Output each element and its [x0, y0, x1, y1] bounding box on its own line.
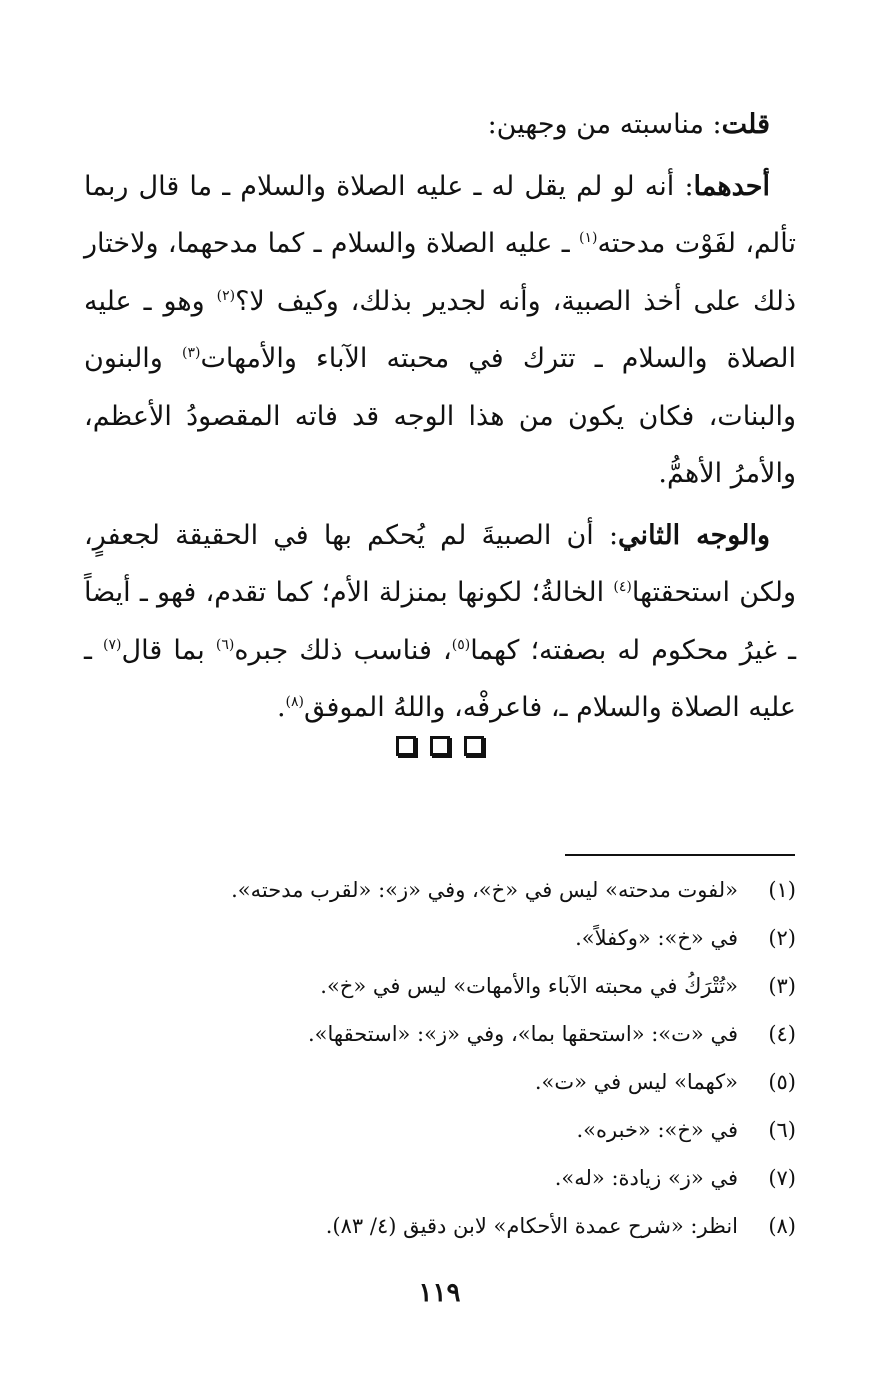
footnote-ref[interactable]: (٥)	[451, 636, 471, 653]
footnote-number: (٦)	[768, 1118, 796, 1142]
paragraph-lead: والوجه الثاني	[618, 519, 770, 551]
footnote-ref[interactable]: (٢)	[216, 287, 236, 304]
section-separator	[0, 736, 879, 756]
paragraph-intro	[84, 96, 796, 154]
footnote-divider	[565, 854, 795, 856]
footnote-number: (٨)	[768, 1214, 796, 1238]
footnote-text: في «ت»: «استحقها بما»، وفي «ز»: «استحقها».	[307, 1022, 738, 1046]
footnote-item	[84, 962, 796, 1010]
paragraph-text: والبنون والبنات، فكان يكون من هذا الوجه قد فاته المقصودُ الأعظم، والأمرُ الأهمُّ.	[84, 343, 796, 489]
footnote-text: في «خ»: «خبره».	[576, 1118, 738, 1142]
footnote-text: «كهما» ليس في «ت».	[534, 1070, 738, 1094]
paragraph-text: .	[276, 692, 286, 723]
paragraph-second-reason	[84, 507, 796, 737]
paragraph-lead: قلت	[721, 109, 770, 140]
footnote-item	[84, 1106, 796, 1154]
footnote-number: (٣)	[768, 974, 796, 998]
main-text	[84, 96, 796, 737]
footnote-item	[84, 1202, 796, 1250]
paragraph-text: الخالةُ؛ لكونها بمنزلة الأم؛ كما تقدم، فهو ـ أيضاً ـ غيرُ محكوم له بصفته؛ كهما	[84, 577, 796, 666]
paragraph-text: ـ عليه الصلاة والسلام ـ، فاعرفْه، واللهُ الموفق	[84, 634, 796, 723]
footnote-ref[interactable]: (٧)	[103, 636, 122, 653]
footnote-number: (٢)	[768, 926, 796, 950]
paragraph-text: ، فناسب ذلك جبره	[234, 634, 452, 666]
footnote-ref[interactable]: (٣)	[181, 345, 201, 361]
footnote-number: (٧)	[768, 1166, 796, 1190]
footnotes-list	[84, 866, 796, 1250]
footnote-ref[interactable]: (١)	[578, 230, 598, 246]
paragraph-text: : مناسبته من وجهين:	[487, 109, 722, 140]
paragraph-text: ـ عليه الصلاة والسلام ـ كما مدحهما، ولاختار ذلك على أخذ الصبية، وأنه لجدير بذلك، وكيف لا؟	[84, 228, 796, 317]
footnote-item	[84, 866, 796, 914]
paragraph-first-reason	[84, 158, 796, 503]
footnote-number: (٥)	[768, 1070, 796, 1094]
footnote-text: «لفوت مدحته» ليس في «خ»، وفي «ز»: «لقرب مدحته».	[231, 878, 738, 902]
footnote-item	[84, 1010, 796, 1058]
footnote-text: في «ز» زيادة: «له».	[554, 1166, 738, 1190]
footnote-ref[interactable]: (٦)	[215, 636, 235, 653]
paragraph-text: بما قال	[121, 634, 216, 666]
paragraph-lead: أحدهما	[693, 170, 770, 202]
footnote-item	[84, 1058, 796, 1106]
footnote-ref[interactable]: (٨)	[285, 694, 304, 710]
footnote-text: في «خ»: «وكفلاً».	[575, 926, 738, 950]
footnote-text: «تُتْرَكُ في محبته الآباء والأمهات» ليس في «خ».	[320, 974, 738, 998]
square-ornament-icon	[464, 736, 484, 756]
square-ornament-icon	[430, 736, 450, 756]
paragraph-text: : أنه لو لم يقل له ـ عليه الصلاة والسلام ـ ما قال ربما تألم، لفَوْت مدحته	[84, 170, 796, 259]
footnote-text: انظر: «شرح عمدة الأحكام» لابن دقيق (٤/ ٨٣).	[325, 1214, 738, 1238]
footnote-item	[84, 914, 796, 962]
paragraph-text: وهو ـ عليه الصلاة والسلام ـ تترك في محبته الآباء والأمهات	[84, 285, 797, 374]
square-ornament-icon	[396, 736, 416, 756]
page-number: ١١٩	[418, 1278, 461, 1308]
footnote-number: (٤)	[768, 1022, 796, 1046]
footnote-ref[interactable]: (٤)	[613, 579, 632, 595]
footnote-number: (١)	[768, 878, 796, 902]
paragraph-text: : أن الصبيةَ لم يُحكم بها في الحقيقة لجعفرٍ، ولكن استحقتها	[84, 519, 796, 608]
footnote-item	[84, 1154, 796, 1202]
